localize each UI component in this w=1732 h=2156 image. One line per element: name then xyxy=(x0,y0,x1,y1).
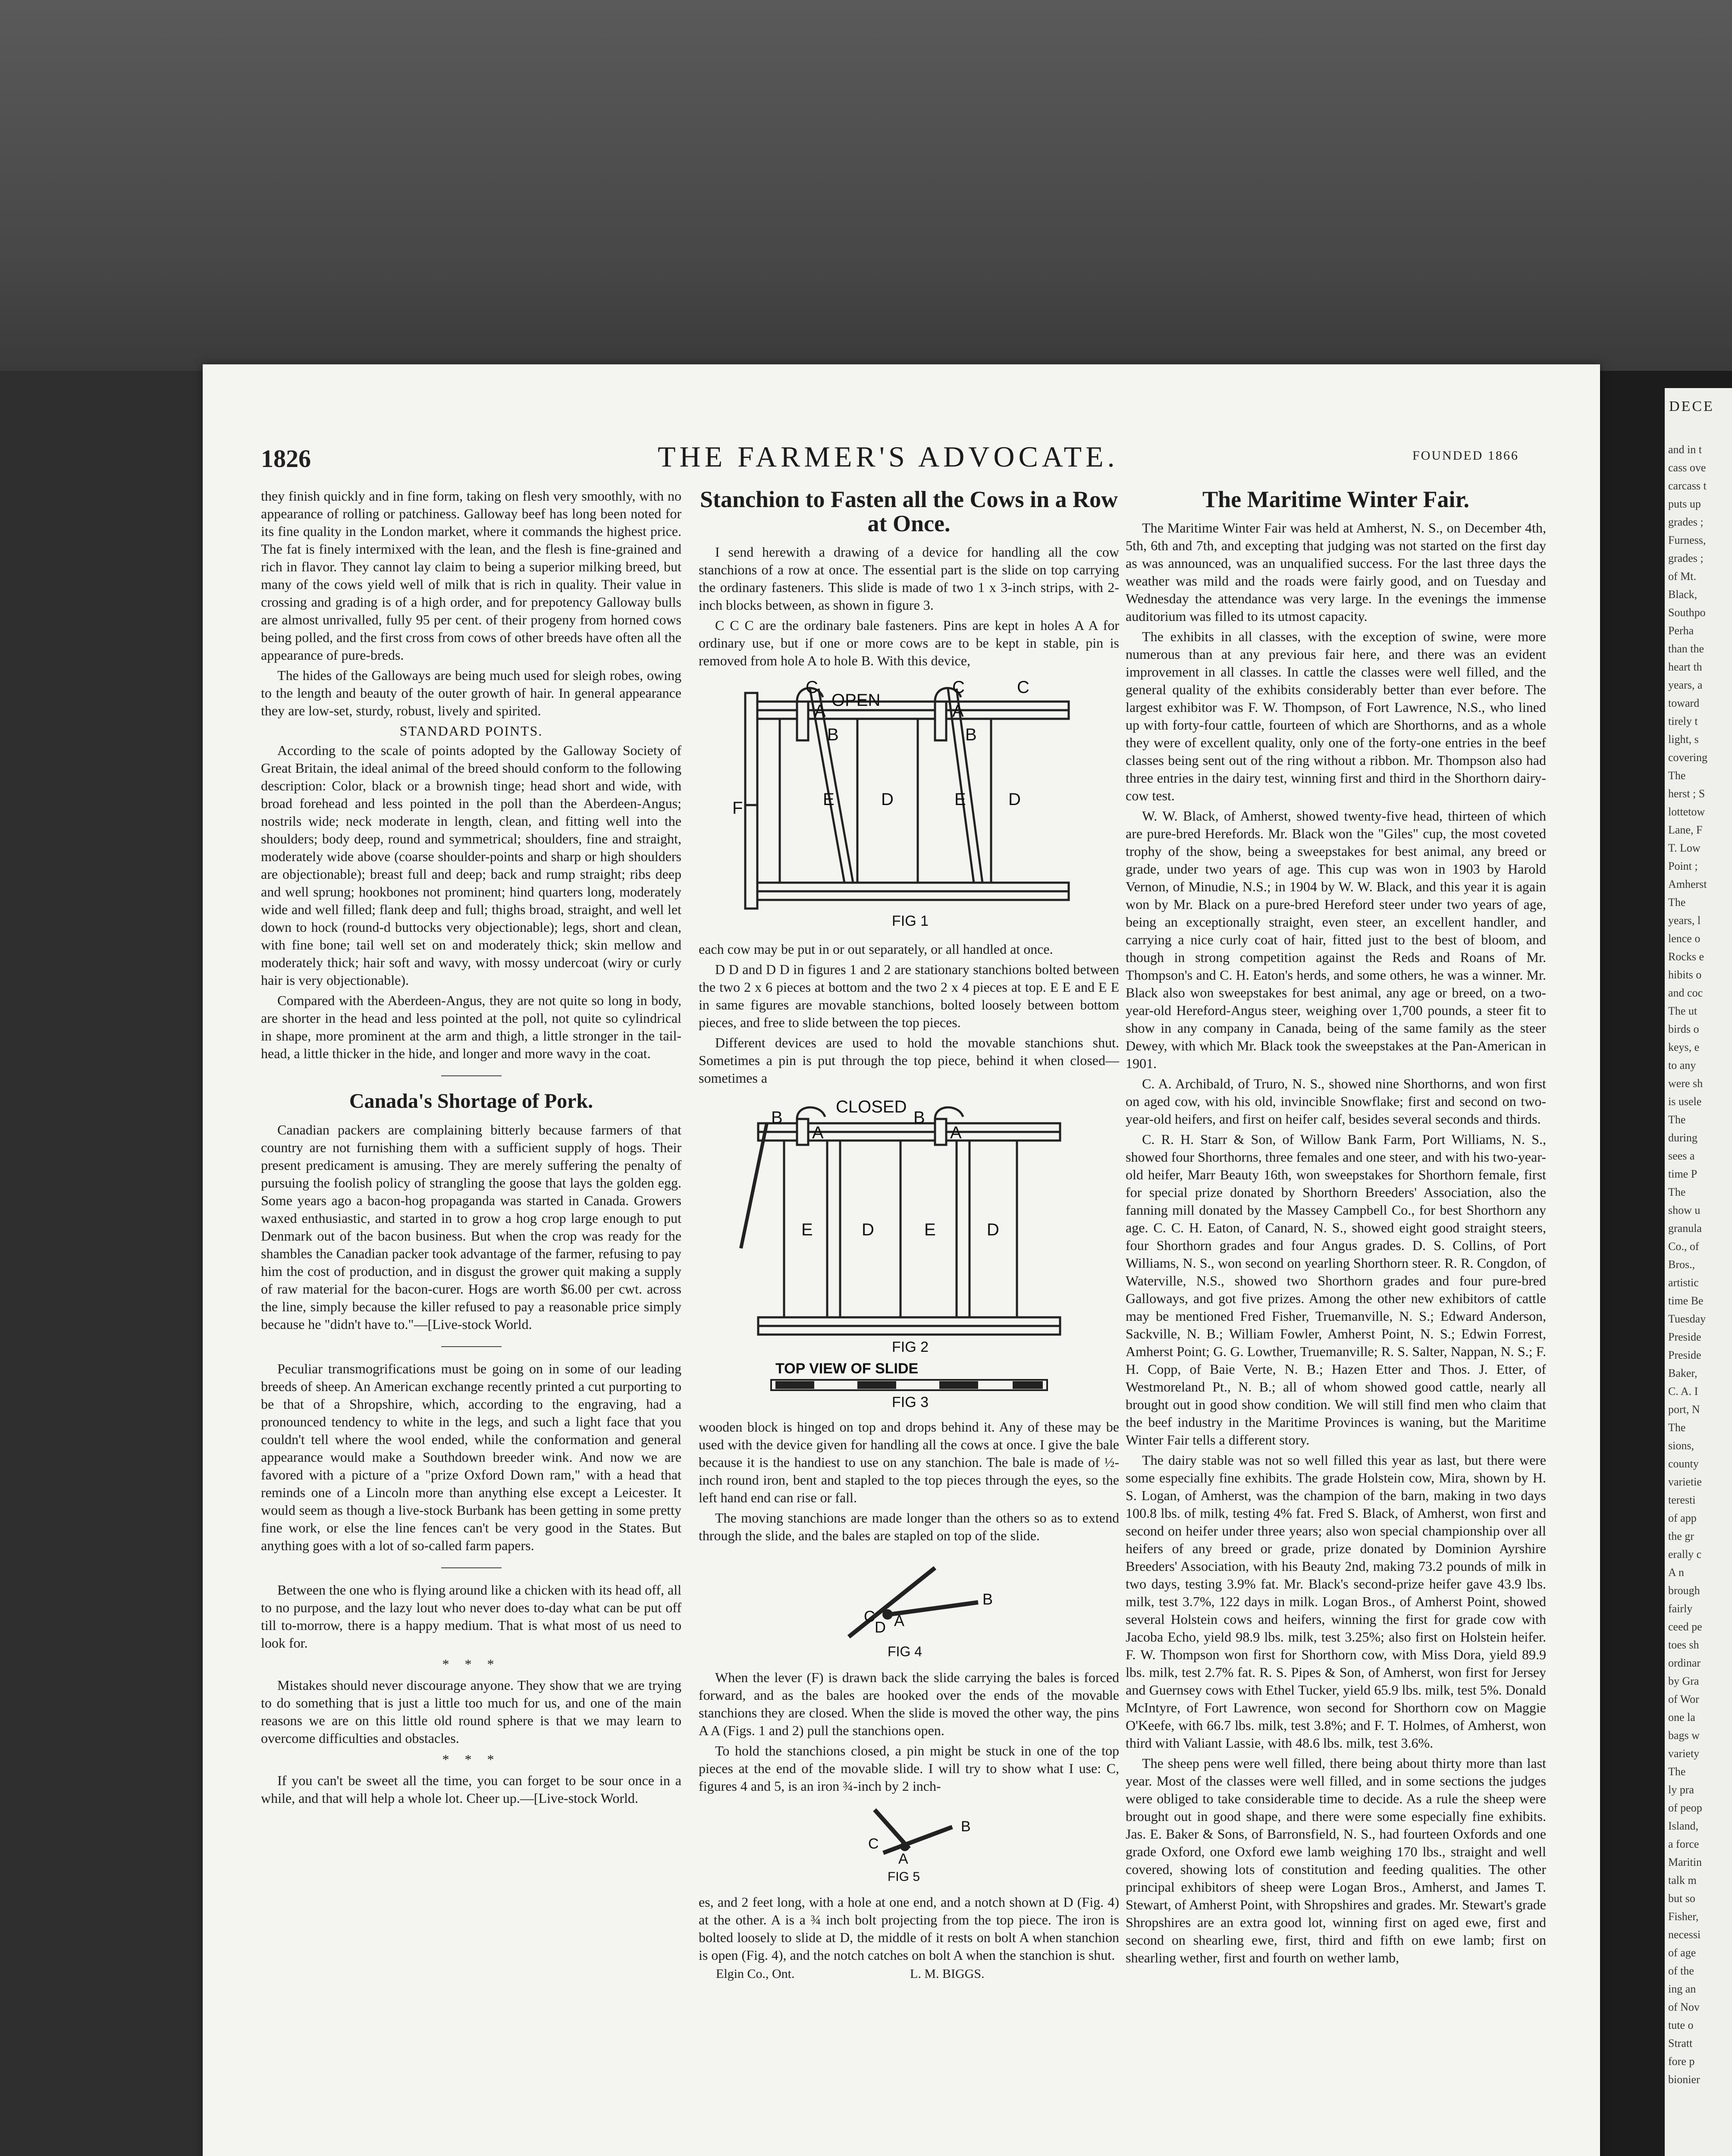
next-page-fragment: show u xyxy=(1668,1204,1701,1216)
next-page-fragment: The xyxy=(1668,1113,1686,1126)
maritime-paragraph-1: The Maritime Winter Fair was held at Amherst, N. S., on December 4th, 5th, 6th and 7th, and excepting that judging was not started on the first day as was announced, was an unqualified success. For the last three days the weather was mild and the roads were fairly good, and on Tuesday and Wednesday the attendance was very large. In the evenings the immense auditorium was filled to its utmost capacity. xyxy=(1126,520,1546,624)
next-page-fragment: keys, e xyxy=(1668,1041,1700,1053)
galloway-paragraph-4: Compared with the Aberdeen-Angus, they are not quite so long in body, are shorter in the head and less pointed at the poll, not quite so cylindrical in shape, more prominent at the arm and thigh, a little stronger in the tail-head, a little thicker in the hide, and longer and more wavy in the coat. xyxy=(261,993,681,1061)
fig4-label: A xyxy=(894,1612,904,1630)
next-page-fragment: Perha xyxy=(1668,624,1694,637)
next-page-fragment: The ut xyxy=(1668,1005,1697,1017)
next-page-fragment: erally c xyxy=(1668,1548,1702,1561)
stanchion-article-title: Stanchion to Fasten all the Cows in a Row at Once. xyxy=(700,486,1118,536)
fig2-label: A xyxy=(812,1123,824,1142)
next-page-fragment: The xyxy=(1668,1186,1686,1198)
maritime-paragraph-4: C. A. Archibald, of Truro, N. S., showed nine Shorthorns, and won first on aged cow, with his old, invincible Snowflake; first and second on two-year-old heifers, and first on heifer calf, besides several seconds and thirds. xyxy=(1126,1076,1546,1127)
stanchion-paragraph-9: To hold the stanchions closed, a pin might be stuck in one of the top pieces at the end of the movable slide. I will try to show what I use: C, figures 4 and 5, is an iron ¾-inch by 2 inch- xyxy=(699,1743,1119,1794)
next-page-fragment: tute o xyxy=(1668,2019,1694,2031)
next-page-fragment: covering xyxy=(1668,751,1707,764)
next-page-fragment: ly pra xyxy=(1668,1783,1694,1796)
next-page-fragment: time P xyxy=(1668,1168,1697,1180)
next-page-fragment: of peop xyxy=(1668,1802,1702,1814)
fig2-closed-label: CLOSED xyxy=(835,1097,907,1116)
fig2-label: B xyxy=(913,1108,925,1127)
divider xyxy=(441,1346,502,1347)
stanchion-paragraph-7: The moving stanchions are made longer than the others so as to extend through the slide, and the bales are stapled on top of the slide. xyxy=(699,1510,1119,1543)
next-page-fragment: granula xyxy=(1668,1222,1702,1235)
next-page-fragment: of the xyxy=(1668,1965,1694,1977)
next-page-fragment: teresti xyxy=(1668,1494,1696,1506)
next-page-fragment: years, l xyxy=(1668,914,1701,927)
next-page-fragment: Black, xyxy=(1668,588,1697,601)
column-3 xyxy=(1126,487,1546,1969)
next-page-fragment: is usele xyxy=(1668,1095,1702,1108)
fig2-caption: FIG 2 xyxy=(891,1339,929,1355)
next-page-fragment: but so xyxy=(1668,1892,1695,1905)
fig1-label: D xyxy=(881,790,894,809)
sheep-paragraph: Peculiar transmogrifications must be going on in some of our leading breeds of sheep. An American exchange recently printed a cut purporting to be that of a Shropshire, which, according to the engraving, had a pronounced tendency to white in the legs, and such a light face that you couldn't tell where the wool ended, while the conformation and general appearance would make a Southdown breeder wink. And now we are favored with a picture of a "prize Oxford Down ram," with a head that reminds one of a Lincoln more than anything else except a Leicester. It would seem as though a live-stock Burbank has been getting in some pretty fine work, or else the line fences can't be very good in the States. But anything goes with a lot of so-called farm papers. xyxy=(261,1361,681,1553)
next-page-header: DECE xyxy=(1669,398,1714,414)
fig1-label: A xyxy=(814,702,826,721)
maritime-paragraph-3: W. W. Black, of Amherst, showed twenty-five head, thirteen of which are pure-bred Herefords. Mr. Black won the "Giles" cup, the most coveted trophy of the show, being a sweepstakes for best animal, any breed or grade, under two years of age. This cup was won in 1903 by Harold Vernon, of Minudie, N.S.; in 1904 by W. W. Black, and this year it is again won by Mr. Black on a pure-bred Hereford steer under two years of age, being an exceptionally straight, even steer, an excellent handler, and carrying a nice curly coat of hair, fitted just to the best of bloom, and though in strong competition against the Reds and Roans of Mr. Thompson's and C. H. Eaton's herds, and some others, he was a winner. Mr. Black also won sweepstakes for best animal, any age or breed, on a two-year-old Hereford-Angus steer, weighing over 1,700 pounds, a steer fit to show in any company in Canada, being of the same family as the steer Dewey, with which Mr. Black took the sweepstakes at the Pan-American in 1901. xyxy=(1126,808,1546,1071)
next-page-fragment: during xyxy=(1668,1131,1697,1144)
next-page-fragment: of Wor xyxy=(1668,1693,1699,1705)
next-page-fragment: sions, xyxy=(1668,1439,1694,1452)
stanchion-paragraph-8: When the lever (F) is drawn back the slide carrying the bales is forced forward, and as the bales are hooked over the ends of the movable stanchions they are closed. When the slide is moved the other way, the pins A A (Figs. 1 and 2) pull the stanchions open. xyxy=(699,1670,1119,1738)
fig4-label: B xyxy=(982,1590,993,1608)
next-page-edge xyxy=(1665,388,1732,2156)
next-page-fragment: Baker, xyxy=(1668,1367,1697,1379)
next-page-fragment: Lane, F xyxy=(1668,824,1703,836)
galloway-paragraph-2: The hides of the Galloways are being much used for sleigh robes, owing to the length and beauty of the outer growth of hair. In general appearance they are low-set, sturdy, robust, lively and spirited. xyxy=(261,667,681,718)
next-page-fragment: fore p xyxy=(1668,2055,1695,2068)
fig2-label: B xyxy=(771,1108,783,1127)
next-page-fragment: heart th xyxy=(1668,661,1702,673)
next-page-fragment: years, a xyxy=(1668,679,1703,691)
next-page-fragment: necessi xyxy=(1668,1928,1701,1941)
signature-name: L. M. BIGGS. xyxy=(910,1967,985,1981)
next-page-fragment: toward xyxy=(1668,697,1700,709)
fig1-open-label: OPEN xyxy=(831,691,880,710)
fig1-label: C xyxy=(805,678,818,697)
standard-points-heading: STANDARD POINTS. xyxy=(399,723,543,739)
next-page-fragment: Southpo xyxy=(1668,606,1706,619)
fig1-label: F xyxy=(732,799,743,818)
next-page-fragment: Maritin xyxy=(1668,1856,1702,1868)
next-page-fragment: Rocks e xyxy=(1668,950,1704,963)
next-page-fragment: talk m xyxy=(1668,1874,1697,1887)
next-page-fragment: Furness, xyxy=(1668,534,1706,546)
next-page-lines xyxy=(1665,441,1732,2089)
next-page-fragment: one la xyxy=(1668,1711,1695,1724)
mistakes-paragraph: Mistakes should never discourage anyone. They show that we are trying to do something that is just a little too much for us, and one of the main reasons we are on this little old round sphere is that we may learn to overcome difficulties and obstacles. xyxy=(261,1677,681,1746)
fig4-label: C xyxy=(863,1608,875,1625)
pork-article-title: Canada's Shortage of Pork. xyxy=(349,1090,593,1112)
figure-5-lever-closed xyxy=(780,1801,1039,1887)
fig1-label: B xyxy=(965,725,977,744)
next-page-fragment: variety xyxy=(1668,1747,1700,1760)
figure-1-stanchion-open xyxy=(732,676,1086,934)
next-page-fragment: Tuesday xyxy=(1668,1313,1706,1325)
next-page-fragment: Stratt xyxy=(1668,2037,1693,2049)
stanchion-paragraph-6: wooden block is hinged on top and drops behind it. Any of these may be used with the device given for handling all the cows at once. I give the bale because it is the handiest to use on any stanchion. The bale is made of ½-inch round iron, bent and stapled to the top pieces through the eyes, so the left hand end can rise or fall. xyxy=(699,1419,1119,1505)
next-page-fragment: port, N xyxy=(1668,1403,1700,1416)
stanchion-paragraph-1: I send herewith a drawing of a device for handling all the cow stanchions of a row at once. The essential part is the slide on top carrying the ordinary fasteners. This slide is made of two 1 x 3-inch strips, with 2-inch blocks between, as shown in figure 3. xyxy=(699,544,1119,613)
signature-place: Elgin Co., Ont. xyxy=(716,1967,795,1981)
fig2-label: D xyxy=(986,1220,999,1239)
next-page-fragment: and coc xyxy=(1668,987,1703,999)
next-page-fragment: than the xyxy=(1668,642,1704,655)
fig4-caption: FIG 4 xyxy=(887,1644,922,1659)
next-page-fragment: of app xyxy=(1668,1512,1697,1524)
next-page-fragment: lence o xyxy=(1668,932,1701,945)
next-page-fragment: toes sh xyxy=(1668,1639,1699,1651)
next-page-fragment: of age xyxy=(1668,1946,1696,1959)
next-page-fragment: bags w xyxy=(1668,1729,1700,1742)
stanchion-signature xyxy=(699,1967,1119,1981)
column-1 xyxy=(261,487,681,1810)
next-page-fragment: ordinar xyxy=(1668,1657,1701,1669)
fig2-label: E xyxy=(801,1220,813,1239)
next-page-fragment: to any xyxy=(1668,1059,1696,1072)
fig5-label: B xyxy=(960,1818,971,1835)
fig3-caption: FIG 3 xyxy=(891,1394,929,1410)
stanchion-paragraph-2: C C C are the ordinary bale fasteners. Pins are kept in holes A A for ordinary use, but if one or more cows are to be kept in stable, pin is removed from hole A to hole B. With this device, xyxy=(699,617,1119,668)
divider xyxy=(441,1567,502,1568)
next-page-fragment: light, s xyxy=(1668,733,1699,746)
galloway-paragraph-1: they finish quickly and in fine form, taking on flesh very smoothly, with no appearance of rolling or patchiness. Galloway beef has long been noted for its fine quality in the London market, where it commands the highest price. The fat is finely intermixed with the lean, and the flesh is fine-grained and rich in flavor. They cannot lay claim to being a superior milking breed, but many of the cows yield well of milk that is rich in quality. Their value in crossing and grading is of a high order, and for prepotency Galloway bulls are almost unrivalled, fully 95 per cent. of their progeny from horned cows being polled, and the first cross from cows of other breeds have often all the appearance of pure-breds. xyxy=(261,488,681,663)
stanchion-paragraph-5: Different devices are used to hold the movable stanchions shut. Sometimes a pin is put through the top piece, behind it when closed—sometimes a xyxy=(699,1035,1119,1086)
maritime-paragraph-2: The exhibits in all classes, with the exception of swine, were more numerous than at any previous fair here, and there was an evident improvement in all classes. In cattle the classes were well filled, and the general quality of the exhibits considerably better than ever before. The largest exhibitor was F. W. Thompson, of Fort Lawrence, N.S., who lined up with forty-four cattle, fourteen of which are Shorthorns, and as a whole they were of excellent quality, only one of the forty-one entries in the beef classes being sent out of the ring without a ribbon. Mr. Thompson also had three entries in the dairy test, winning first and third in the Shorthorn dairy-cow test. xyxy=(1126,629,1546,803)
page-number: 1826 xyxy=(261,445,311,473)
next-page-fragment: time Be xyxy=(1668,1294,1704,1307)
next-page-fragment: fairly xyxy=(1668,1602,1693,1615)
fig5-label: C xyxy=(868,1836,879,1852)
stanchion-paragraph-4: D D and D D in figures 1 and 2 are stationary stanchions bolted between the two 2 x 6 pieces at bottom and the two 2 x 4 pieces at top. E E and E E in same figures are movable stanchions, bolted loosely between bottom pieces, and free to slide between the top pieces. xyxy=(699,962,1119,1030)
scan-background-top xyxy=(0,0,1732,371)
fig2-label: D xyxy=(861,1220,874,1239)
figure-2-stanchion-closed xyxy=(732,1093,1086,1412)
next-page-fragment: Bros., xyxy=(1668,1258,1695,1271)
page-header xyxy=(261,440,1546,474)
next-page-fragment: Island, xyxy=(1668,1820,1699,1832)
next-page-fragment: ing an xyxy=(1668,1983,1696,1995)
fig1-label: E xyxy=(954,790,966,809)
next-page-fragment: grades ; xyxy=(1668,516,1704,528)
next-page-fragment: Fisher, xyxy=(1668,1910,1699,1923)
column-2 xyxy=(699,487,1119,1981)
next-page-fragment: lottetow xyxy=(1668,805,1705,818)
fig2-label: E xyxy=(924,1220,936,1239)
fig1-label: C xyxy=(1017,678,1029,697)
next-page-fragment: The xyxy=(1668,769,1686,782)
stanchion-paragraph-10: es, and 2 feet long, with a hole at one end, and a notch shown at D (Fig. 4) at the other. A is a ¾ inch bolt projecting from the top piece. The iron is bolted loosely to slide at D, the middle of it rests on bolt A when stanchion is open (Fig. 4), and the notch catches on bolt A when the stanchion is shut. xyxy=(699,1894,1119,1963)
next-page-fragment: by Gra xyxy=(1668,1675,1699,1687)
next-page-fragment: Amherst xyxy=(1668,878,1707,890)
next-page-fragment: Co., of xyxy=(1668,1240,1699,1253)
next-page-fragment: artistic xyxy=(1668,1276,1699,1289)
next-page-fragment: The xyxy=(1668,896,1686,909)
next-page-fragment: The xyxy=(1668,1421,1686,1434)
next-page-fragment: tirely t xyxy=(1668,715,1698,727)
next-page-fragment: the gr xyxy=(1668,1530,1694,1542)
next-page-fragment: varietie xyxy=(1668,1476,1702,1488)
fig3-heading: TOP VIEW OF SLIDE xyxy=(775,1360,918,1377)
next-page-fragment: birds o xyxy=(1668,1023,1699,1035)
founded-line: FOUNDED 1866 xyxy=(1412,448,1519,463)
maritime-article-title: The Maritime Winter Fair. xyxy=(1202,486,1469,512)
fig1-label: A xyxy=(952,702,964,721)
galloway-paragraph-3: According to the scale of points adopted by the Galloway Society of Great Britain, the ideal animal of the breed should conform to the following description: Color, black or a brownish tinge; head short and wide, with broad forehead and less pointed in the poll than the Aberdeen-Angus; nostrils wide; neck moderate in length, clean, and fitting well into the shoulders; body deep, round and symmetrical; shoulders, fine and straight, moderately wide above (coarse shoulder-points and sharp or high shoulders are objectionable); breast full and deep; back and rump straight; ribs deep and well sprung; hookbones not prominent; hind quarters long, moderately wide and well filled; flank deep and full; thighs broad, straight, and well let down to hock (round-d buttocks very objectionable); legs, short and clean, with fine bone; tail well set on and moderately thick; skin mellow and moderately thick; hair soft and wavy, with mossy undercoat (wiry or curly hair is very objectionable). xyxy=(261,743,681,988)
maritime-paragraph-7: The sheep pens were well filled, there being about thirty more than last year. Most of the classes were well filled, and in some sections the judges were obliged to take considerable time to decide. As a rule the sheep were brought out in good shape, and there were some especially fine exhibits. Jas. E. Baker & Sons, of Barronsfield, N. S., had fourteen Oxfords and one grade Oxford, one Oxford ewe lamb weighing 170 lbs., straight and well covered, showing lots of constitution and feeding qualities. The other principal exhibitors of sheep were Logan Bros., Amherst, and James T. Stewart, of Amherst Point, with Shropshires and grades. Mr. Stewart's grade Shropshires are an extra good lot, winning first on aged ewe, first and second on shearling ewe, first, third and fifth on ewe lamb; first on shearling wether, first and fourth on wether lamb, xyxy=(1126,1755,1546,1965)
next-page-fragment: hibits o xyxy=(1668,968,1702,981)
next-page-fragment: carcass t xyxy=(1668,479,1707,492)
next-page-fragment: C. A. I xyxy=(1668,1385,1698,1398)
fig1-label: B xyxy=(827,725,839,744)
stanchion-paragraph-3: each cow may be put in or out separately, or all handled at once. xyxy=(699,941,1053,957)
next-page-fragment: A n xyxy=(1668,1566,1684,1579)
fig1-label: C xyxy=(952,678,965,697)
next-page-fragment: herst ; S xyxy=(1668,787,1705,800)
next-page-fragment: of Nov xyxy=(1668,2001,1700,2013)
next-page-fragment: of Mt. xyxy=(1668,570,1696,583)
pork-paragraph: Canadian packers are complaining bitterly because farmers of that country are not furnishing them with a sufficient supply of hogs. Their present predicament is amusing. They are merely suffering the penalty of pursuing the foolish policy of strangling the goose that lays the golden egg. Some years ago a bacon-hog propaganda was started in Canada. Growers waxed enthusiastic, and started in to grow a hog crop large enough to put Denmark out of the bacon business. But when the crop was ready for the shambles the Canadian packer took advantage of the farmer, refusing to pay him the cost of production, and in disgust the grower quit making a supply of raw material for the bacon-curer. Hogs are worth $6.00 per cwt. across the line, simply because the killer refused to pay a reasonable price simply because he "didn't have to."—[Live-stock World. xyxy=(261,1122,681,1332)
fig4-label: D xyxy=(874,1618,886,1636)
stars-separator: * * * xyxy=(442,1752,500,1767)
stars-separator: * * * xyxy=(442,1656,500,1672)
sweet-paragraph: If you can't be sweet all the time, you can forget to be sour once in a while, and that will help a whole lot. Cheer up.—[Live-stock World. xyxy=(261,1773,681,1806)
figure-4-lever-open xyxy=(780,1551,1039,1663)
next-page-fragment: bionier xyxy=(1668,2073,1700,2086)
fig5-caption: FIG 5 xyxy=(887,1870,920,1884)
scan-background-left xyxy=(0,371,203,2156)
next-page-fragment: The xyxy=(1668,1765,1686,1778)
next-page-fragment: county xyxy=(1668,1457,1699,1470)
next-page-fragment: Preside xyxy=(1668,1349,1701,1361)
fig1-label: E xyxy=(822,790,835,809)
next-page-fragment: were sh xyxy=(1668,1077,1703,1090)
newspaper-page xyxy=(203,364,1600,2156)
next-page-fragment: Preside xyxy=(1668,1331,1701,1343)
next-page-fragment: sees a xyxy=(1668,1150,1695,1162)
maritime-paragraph-5: C. R. H. Starr & Son, of Willow Bank Farm, Port Williams, N. S., showed four Shorthorns, three females and one steer, and with his two-year-old heifer, Marr Beauty 16th, won sweepstakes for Shorthorn female, first for special prize donated by Shorthorn Breeders' Association, also the fanning mill donated by the Massey Campbell Co., for best Shorthorn any age. C. C. H. Eaton, of Canard, N. S., showed eight good straight steers, four Shorthorn grades and four Angus grades. D. S. Collins, of Port Williams, N. S., won second on yearling Shorthorn steer. R. R. Congdon, of Waterville, N.S., showed two Shorthorn grades and four pure-bred Galloways, and got five prizes. Among the other new exhibitors of cattle may be mentioned Fred Fisher, Truemanville, N. S.; Edward Anderson, Sackville, N. B.; William Fowler, Amherst Point, N. S.; Edwin Forrest, Amherst Point; G. G. Lowther, Truemanville; R. S. Salter, Nappan, N. S.; F. H. Copp, of Baie Verte, N. B.; Hazen Etter and Thos. J. Etter, of Westmoreland Pt., N. B.; all of whom showed good cattle, nearly all brought out in good show condition. We will still find men who claim that the beef industry in the Maritime Provinces is waning, but the Maritime Winter Fair tells a different story. xyxy=(1126,1131,1546,1448)
next-page-fragment: brough xyxy=(1668,1584,1700,1597)
next-page-fragment: a force xyxy=(1668,1838,1699,1850)
fig5-label: A xyxy=(898,1851,908,1867)
divider xyxy=(441,1075,502,1076)
fig1-label: D xyxy=(1008,790,1021,809)
next-page-fragment: Point ; xyxy=(1668,860,1698,872)
next-page-fragment: cass ove xyxy=(1668,461,1706,474)
maritime-paragraph-6: The dairy stable was not so well filled this year as last, but there were some especially fine exhibits. The grade Holstein cow, Mira, shown by H. S. Logan, of Amherst, was the champion of the barn, making in two days 100.8 lbs. of milk, testing 4% fat. Fred S. Black, of Amherst, won first and second on heifer under three years; also won special championship over all heifers of any breed or grade, prize donated by Dominion Ayrshire Breeders' Association, with his Beauty 2nd, making 73.2 pounds of milk in two days, testing 3.9% fat. Mr. Black's second-prize heifer gave 43.9 lbs. milk, test 3.7%, 122 days in milk. Logan Bros., of Amherst Point, showed several Holstein cows and heifers, winning the first for grade cow with Jacoba Echo, yield 98.9 lbs. milk, test 3.25%; also first on Holstein heifer. F. W. Thompson won first for Shorthorn cow, with Miss Dora, yield 89.9 lbs. milk, test 2.7% fat. R. S. Pipes & Son, of Amherst, won first for Jersey and Guernsey cows with Ethel Tucker, yield 65.9 lbs. milk, test 5%. Donald McIntyre, of Fort Lawrence, won second for Shorthorn cow on Maggie O'Keefe, with 66.7 lbs. milk, test 3.8%; and F. T. Holmes, of Amherst, won third with Valiant Lassie, with 48.6 lbs. milk, test 3.6%. xyxy=(1126,1452,1546,1751)
next-page-fragment: and in t xyxy=(1668,443,1702,456)
next-page-fragment: puts up xyxy=(1668,498,1701,510)
fig1-caption: FIG 1 xyxy=(891,913,929,929)
next-page-fragment: grades ; xyxy=(1668,552,1704,564)
next-page-fragment: T. Low xyxy=(1668,842,1701,854)
masthead: THE FARMER'S ADVOCATE. xyxy=(658,440,1119,473)
medium-paragraph: Between the one who is flying around like a chicken with its head off, all to no purpose, and the lazy lout who never does to-day what can be put off till to-morrow, there is a happy medium. That is what most of us need to look for. xyxy=(261,1582,681,1651)
fig2-label: A xyxy=(950,1123,962,1142)
next-page-fragment: ceed pe xyxy=(1668,1620,1702,1633)
